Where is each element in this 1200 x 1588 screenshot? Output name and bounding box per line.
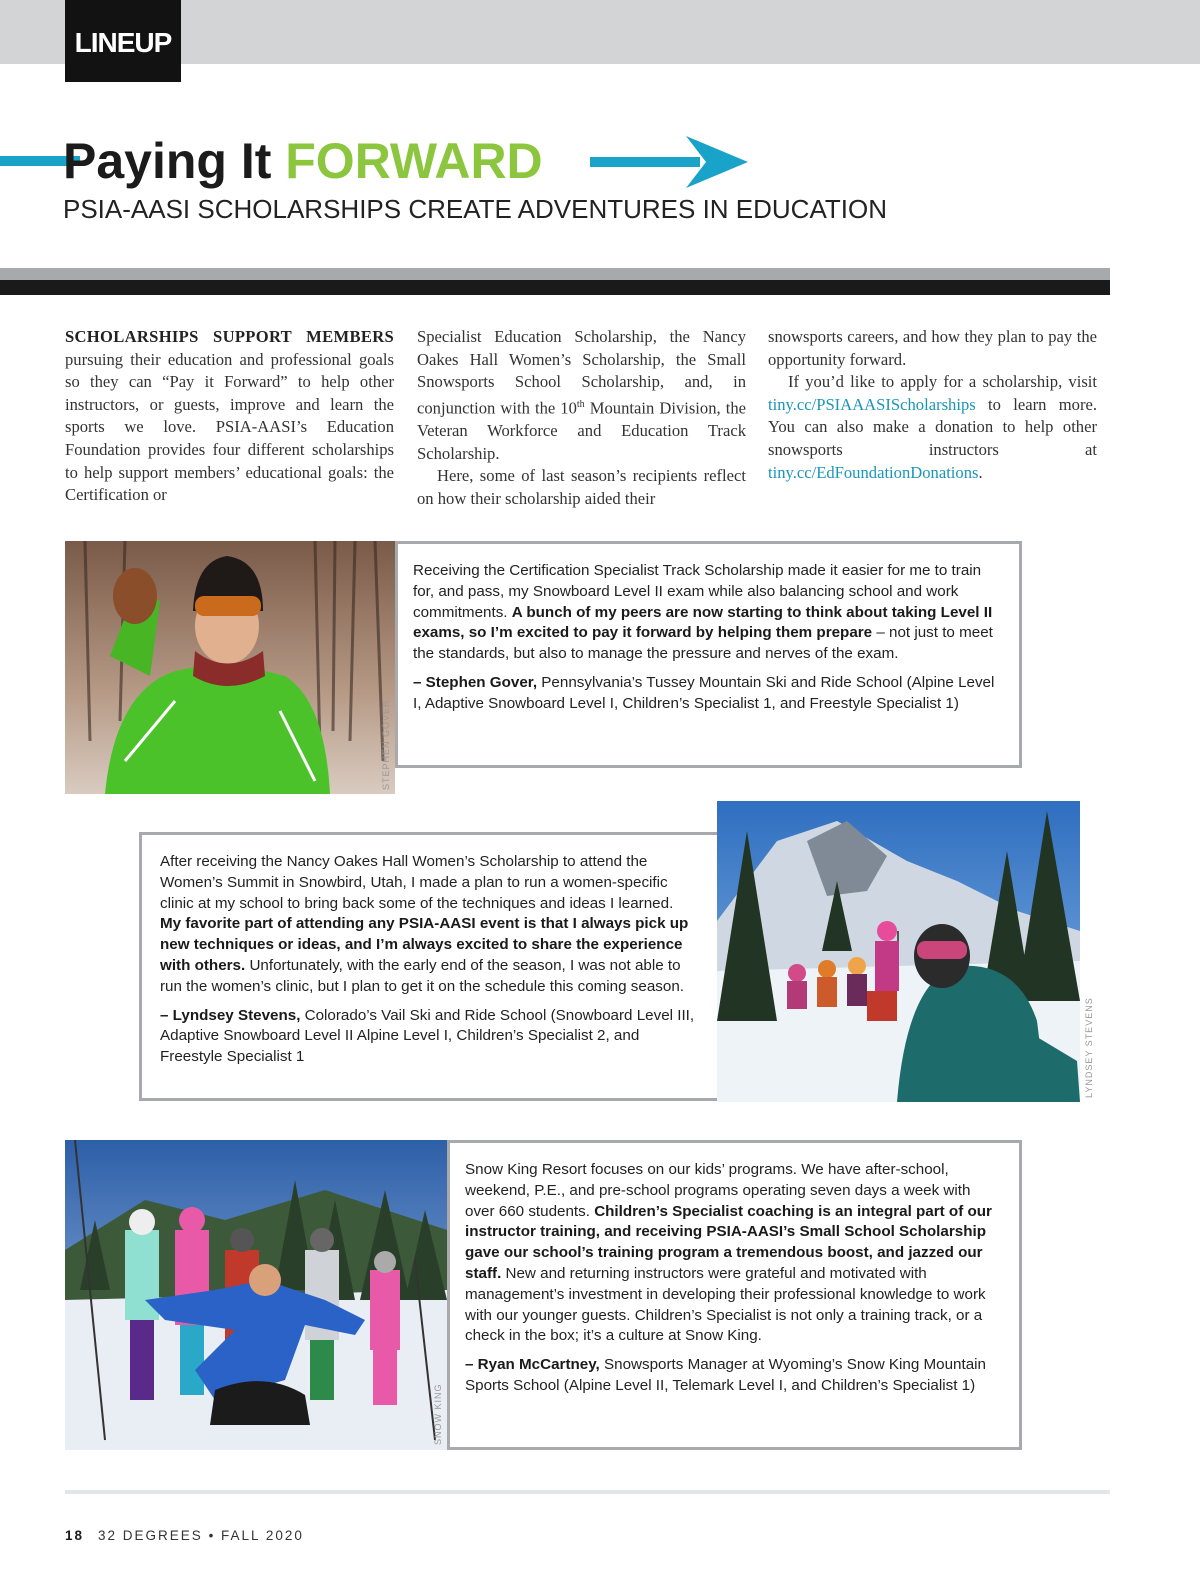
quote-text-b: – not just to meet the standards, but also to manage the pressure and nerves of the exam. [413, 624, 993, 663]
attribution-name: – Stephen Gover, [413, 673, 538, 691]
quote-text-bold: My favorite part of attending any PSIA-AASI event is that I always pick up new techniques or ideas, and I’m always excited to share the experience with others. [160, 915, 689, 974]
intro-column-3 [768, 326, 1097, 484]
intro-col3-para2-b: to learn more. You can also make a donation to help other snowsports instructors at [768, 394, 1097, 459]
page-number: 18 [65, 1528, 85, 1543]
quote-text-bold: A bunch of my peers are now starting to think about taking Level II exams, so I’m excited to pay it forward by helping them prepare [413, 603, 993, 642]
divider-grey [0, 268, 1110, 280]
title-accent: FORWARD [285, 133, 543, 189]
photo-snow-king [65, 1140, 447, 1450]
intro-col3-para2-a: If you’d like to apply for a scholarship, visit [788, 372, 1097, 392]
quote-attribution [465, 1355, 997, 1397]
intro-col3-text: snowsports careers, and how they plan to pay the opportunity forward. [768, 327, 1097, 369]
quote-attribution [160, 1006, 695, 1068]
attribution-detail: Colorado’s Vail Ski and Ride School (Snowboard Level III, Adaptive Snowboard Level II Alpine Level I, Children’s Specialist 2, and Freestyle Specialist 1 [160, 1006, 695, 1066]
arrow-right-icon [590, 136, 750, 190]
quote-box-lyndsey [139, 832, 720, 1101]
intro-column-1 [65, 326, 394, 507]
publication-info: 32 DEGREES • FALL 2020 [98, 1528, 304, 1543]
footer-divider [65, 1490, 1110, 1494]
photo-credit: STEPHEN GOVER [381, 699, 391, 790]
attribution-name: – Lyndsey Stevens, [160, 1006, 301, 1024]
quote-box-stephen [395, 541, 1022, 768]
quote-text-a: After receiving the Nancy Oakes Hall Women’s Scholarship to attend the Women’s Summit in Snowbird, Utah, I made a plan to run a women-specific clinic at my school to bring back some of the techniques and ideas I learned. [160, 853, 674, 912]
intro-lead: SCHOLARSHIPS SUPPORT MEMBERS [65, 327, 394, 346]
quote-text [465, 1160, 997, 1347]
photo-lyndsey-stevens [717, 801, 1080, 1102]
attribution-detail: Snowsports Manager at Wyoming’s Snow King Mountain Sports School (Alpine Level II, Telemark Level I, and Children’s Specialist 1) [465, 1356, 986, 1394]
quote-text [160, 852, 695, 998]
photo-stephen-gover [65, 541, 395, 794]
photo-credit: SNOW KING [433, 1383, 443, 1445]
intro-col2-para2: Here, some of last season’s recipients reflect on how their scholarship aided their [417, 466, 746, 508]
folio [65, 1528, 304, 1543]
divider-black [0, 280, 1110, 295]
quote-text-b: Unfortunately, with the early end of the season, I was not able to run the women’s clinic, but I plan to get it on the schedule this coming season. [160, 956, 684, 995]
intro-col3-para2-c: . [978, 462, 983, 482]
section-label: LINEUP [65, 0, 181, 82]
photo-credit: LYNDSEY STEVENS [1084, 997, 1094, 1098]
donations-link[interactable]: tiny.cc/EdFoundationDonations [768, 462, 979, 482]
quote-text-a: Receiving the Certification Specialist Track Scholarship made it easier for me to train for, and pass, my Snowboard Level II exam while also balancing school and work commitments. [413, 562, 982, 621]
quote-box-ryan [447, 1140, 1022, 1450]
scholarships-link[interactable]: tiny.cc/PSIAAASIScholarships [768, 394, 976, 414]
ordinal-sup: th [576, 398, 585, 410]
title-main: Paying It [63, 133, 286, 189]
page-subtitle: PSIA-AASI SCHOLARSHIPS CREATE ADVENTURES IN EDUCATION [63, 194, 887, 224]
intro-col2-text-a: Specialist Education Scholarship, the Nancy Oakes Hall Women’s Scholarship, the Small Snowsports School Scholarship, and, in conjunction with the 10 [417, 327, 746, 418]
attribution-detail: Pennsylvania’s Tussey Mountain Ski and Ride School (Alpine Level I, Adaptive Snowboard Level I, Children’s Specialist 1, and Freestyle Specialist 1) [413, 673, 995, 712]
intro-col2-text-b: Mountain Division, the Veteran Workforce and Education Track Scholarship. [417, 398, 746, 463]
quote-text-a: Snow King Resort focuses on our kids’ programs. We have after-school, weekend, P.E., and pre-school programs operating seven days a week with over 660 students. [465, 1161, 971, 1220]
quote-attribution [413, 673, 997, 715]
page-title [63, 132, 543, 190]
intro-column-2 [417, 326, 746, 510]
quote-text [413, 561, 997, 665]
quote-text-bold: Children’s Specialist coaching is an integral part of our instructor training, and receiving PSIA-AASI’s Small School Scholarship gave our school’s training program a tremendous boost, and jazzed our staff. [465, 1202, 992, 1282]
intro-col1-text: pursuing their education and professional goals so they can “Pay it Forward” to help other instructors, or guests, improve and learn the sports we love. PSIA-AASI’s Education Foundation provides four different scholarships to help support members’ educational goals: the Certification or [65, 349, 394, 505]
quote-text-b: New and returning instructors were grateful and motivated with management’s investment in developing their professional knowledge to work with our younger guests. Children’s Specialist is not only a training track, or a check in the box; it’s a culture at Snow King. [465, 1264, 986, 1345]
attribution-name: – Ryan McCartney, [465, 1356, 600, 1374]
